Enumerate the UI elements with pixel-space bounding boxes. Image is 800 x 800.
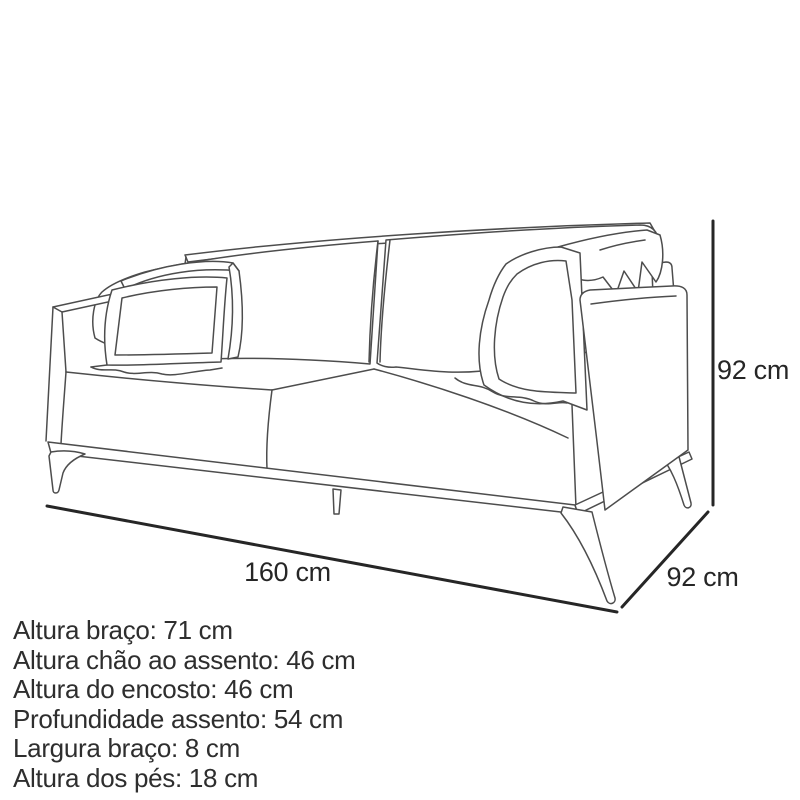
body-front-left-edge [61, 372, 66, 444]
depth-dimension-label: 92 cm [666, 562, 739, 592]
base-rail [48, 442, 692, 514]
seat-seam-front [267, 390, 272, 469]
left-arm-outer-edge [46, 307, 53, 441]
seat-seam-top [272, 369, 374, 390]
middle-leg [333, 489, 341, 514]
left-arm-inner-edge [62, 312, 66, 372]
body-front-right-edge [572, 405, 576, 508]
spec-line-arm-width: Largura braço: 8 cm [13, 733, 240, 763]
base-rail-front [48, 442, 578, 514]
right-arm [580, 286, 688, 510]
spec-line-feet-height: Altura dos pés: 18 cm [13, 762, 259, 793]
sofa-group [46, 223, 692, 604]
spec-list [13, 616, 356, 793]
spec-line-floor-to-seat-height: Altura chão ao assento: 46 cm [13, 644, 356, 675]
left-pillow-tail [91, 365, 107, 367]
spec-line-arm-height: Altura braço: 71 cm [13, 615, 233, 645]
legs [49, 449, 691, 604]
height-dimension-label: 92 cm [717, 355, 790, 385]
width-dimension-label: 160 cm [244, 557, 331, 587]
spec-line-seat-depth: Profundidade assento: 54 cm [13, 703, 344, 734]
left-pillow-ruffle [91, 367, 222, 375]
spec-line-backrest-height: Altura do encosto: 46 cm [13, 674, 294, 704]
right-arm-panel [580, 286, 688, 510]
front-left-leg [49, 451, 85, 493]
front-right-leg [561, 507, 615, 604]
